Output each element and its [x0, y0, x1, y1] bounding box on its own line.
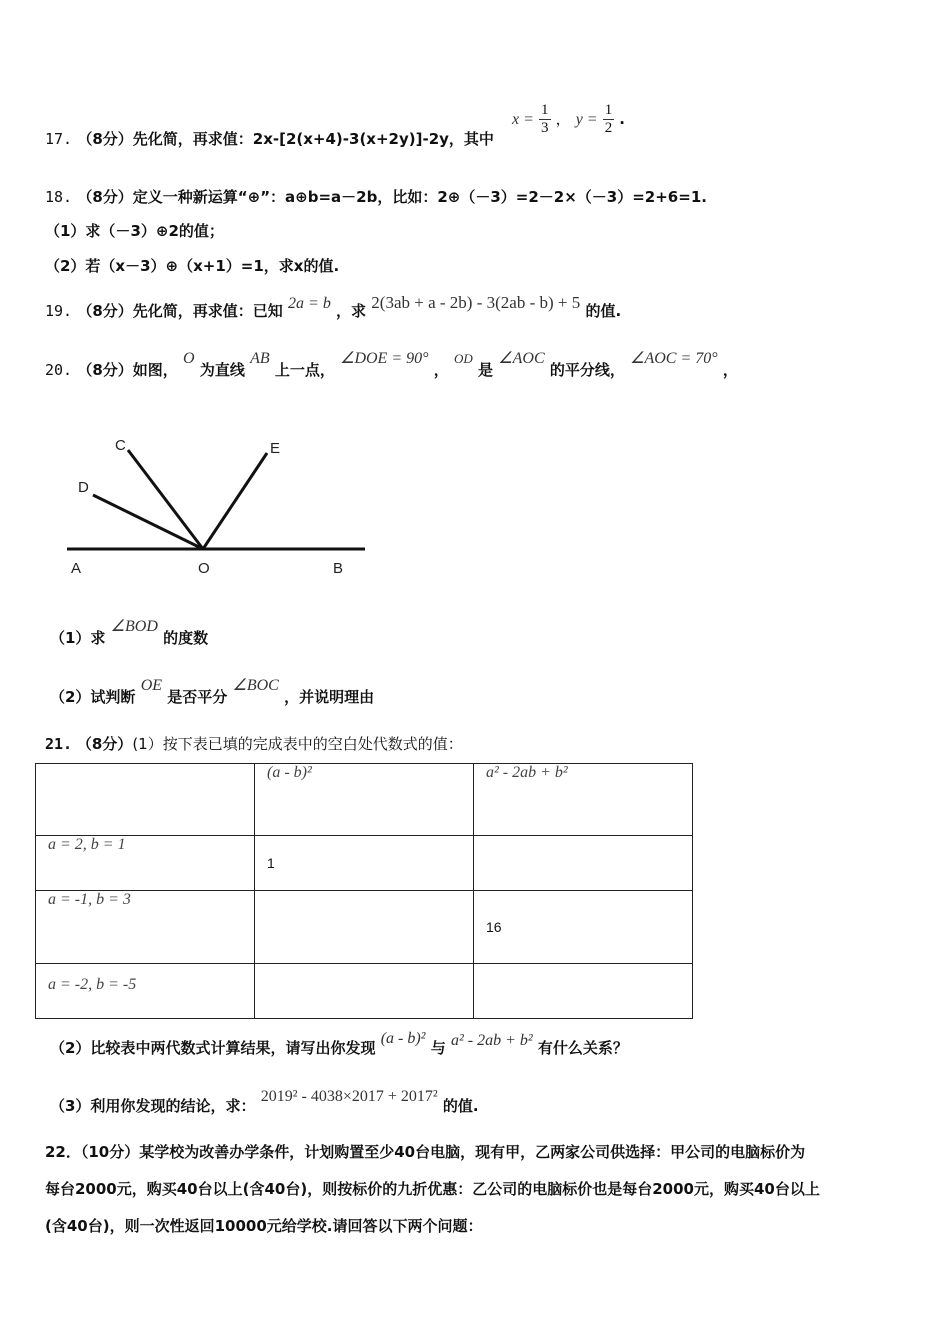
- q21-part2-c: 有什么关系？: [537, 1039, 628, 1057]
- ray-oc: [128, 450, 203, 549]
- q18-part2: （2）若（x－3）⊕（x+1）=1，求x的值.: [45, 257, 340, 275]
- q17-y-den: 2: [604, 120, 613, 136]
- q20-doe: ∠DOE = 90°: [340, 350, 429, 367]
- table-header-cell: [36, 764, 255, 836]
- table-header-cell: a² - 2ab + b²: [474, 764, 693, 836]
- q17-x-num: 1: [541, 102, 549, 118]
- q17-score: （8分）: [77, 130, 133, 148]
- q18-number: 18.: [45, 188, 73, 206]
- q17-y-num: 1: [604, 102, 613, 118]
- q19-end: 的值.: [585, 302, 622, 320]
- q17-x-fraction: [539, 102, 551, 137]
- q22-line1: 22．（10分）某学校为改善办学条件，计划购置至少40台电脑，现有甲，乙两家公司供选择：甲公司的电脑标价为: [45, 1143, 806, 1161]
- q22-line2: 每台2000元，购买40台以上(含40台)，则按标价的九折优惠：乙公司的电脑标价也是每台2000元，购买40台以上: [45, 1180, 820, 1198]
- table-cell: a = -1, b = 3: [36, 891, 255, 964]
- q20-part2-math1: OE: [140, 677, 163, 694]
- angle-figure: [55, 425, 385, 585]
- ray-oe: [203, 453, 267, 549]
- q21-intro: (1）按下表已填的完成表中的空白处代数式的值：: [132, 735, 463, 753]
- q20-comma1: ，: [433, 361, 449, 379]
- q17-y-var: y =: [575, 111, 598, 128]
- q20-od: OD: [454, 351, 473, 366]
- q20-part1-math: ∠BOD: [110, 618, 158, 635]
- q20-part2-b: 是否平分: [167, 688, 228, 706]
- q19-number: 19.: [45, 302, 73, 320]
- q19-expression: 2(3ab + a - 2b) - 3(2ab - b) + 5: [371, 293, 581, 312]
- q21-part3: [50, 1088, 479, 1116]
- q21-part2-b: 与: [430, 1039, 446, 1057]
- q20-number: 20.: [45, 361, 73, 379]
- q20-part2-a: （2）试判断: [50, 688, 136, 706]
- table-row: [36, 891, 693, 964]
- question-18: [45, 186, 707, 207]
- q17-number: 17.: [45, 130, 73, 148]
- q20-part2: [50, 677, 375, 707]
- q19-mid: ，求: [336, 302, 367, 320]
- q20-aoc: ∠AOC: [498, 350, 545, 367]
- q21-score: （8分）: [76, 735, 133, 753]
- table-cell: [255, 891, 474, 964]
- q21-part2: [50, 1030, 628, 1058]
- question-20: [45, 350, 738, 380]
- q21-part3-a: （3）利用你发现的结论，求：: [50, 1097, 256, 1115]
- table-cell: a = -2, b = -5: [36, 964, 255, 1019]
- table-cell: 16: [474, 891, 693, 964]
- q20-part1-a: （1）求: [50, 629, 106, 647]
- q17-text: 先化简，再求值：2x-[2(x+4)-3(x+2y)]-2y，其中: [132, 130, 494, 148]
- q21-part3-b: 的值.: [442, 1097, 479, 1115]
- question-17: [45, 128, 494, 149]
- q20-part2-c: ，并说明理由: [284, 688, 375, 706]
- q20-ab: AB: [250, 350, 270, 367]
- table-row: [36, 836, 693, 891]
- label-b: B: [333, 560, 344, 577]
- label-e: E: [270, 440, 281, 457]
- q20-aoc70: ∠AOC = 70°: [630, 350, 718, 367]
- label-c: C: [115, 437, 126, 454]
- table-cell: 1: [255, 836, 474, 891]
- q20-o: O: [183, 350, 195, 367]
- q20-part1: [50, 618, 209, 648]
- table-cell: [255, 964, 474, 1019]
- label-o: O: [198, 560, 210, 577]
- table-header-row: [36, 764, 693, 836]
- q19-score: （8分）: [77, 302, 133, 320]
- values-table: [35, 763, 693, 1019]
- question-19: [45, 293, 622, 321]
- q17-y-fraction: [603, 102, 615, 137]
- q21-number: 21.: [45, 735, 73, 753]
- q20-t3: 上一点，: [274, 361, 335, 379]
- q21-part3-math: 2019² - 4038×2017 + 2017²: [260, 1088, 438, 1105]
- q20-part1-b: 的度数: [163, 629, 209, 647]
- table-cell: a = 2, b = 1: [36, 836, 255, 891]
- q20-t4: 是: [478, 361, 494, 379]
- q22-line3: (含40台)，则一次性返回10000元给学校.请回答以下两个问题：: [45, 1217, 483, 1235]
- table-cell: [474, 964, 693, 1019]
- q20-score: （8分）: [77, 361, 133, 379]
- q20-comma2: ，: [722, 361, 738, 379]
- q17-sep: ，: [555, 112, 571, 128]
- question-21: [45, 733, 463, 754]
- q20-part2-math2: ∠BOC: [232, 677, 279, 694]
- label-a: A: [71, 560, 82, 577]
- table-cell: [474, 836, 693, 891]
- q17-condition: [512, 102, 625, 137]
- q20-t1: 如图，: [132, 361, 178, 379]
- table-header-cell: (a - b)²: [255, 764, 474, 836]
- q17-end: .: [619, 110, 625, 128]
- q21-part2-math1: (a - b)²: [380, 1030, 426, 1047]
- q21-part2-math2: a² - 2ab + b²: [450, 1032, 533, 1049]
- q18-text: （8分）定义一种新运算“⊕”：a⊕b=a－2b，比如：2⊕（－3）=2－2×（－3）=2+6=1.: [77, 188, 707, 206]
- q20-t2: 为直线: [199, 361, 245, 379]
- q18-part1: （1）求（－3）⊕2的值；: [45, 222, 224, 240]
- ray-od: [93, 495, 203, 549]
- q21-part2-a: （2）比较表中两代数式计算结果，请写出你发现: [50, 1039, 376, 1057]
- label-d: D: [78, 479, 89, 496]
- q17-x-var: x =: [512, 111, 534, 128]
- q19-text: 先化简，再求值：已知: [132, 302, 283, 320]
- table-row: [36, 964, 693, 1019]
- q20-t5: 的平分线，: [549, 361, 625, 379]
- q17-x-den: 3: [541, 120, 549, 136]
- q19-given: 2a = b: [288, 295, 331, 312]
